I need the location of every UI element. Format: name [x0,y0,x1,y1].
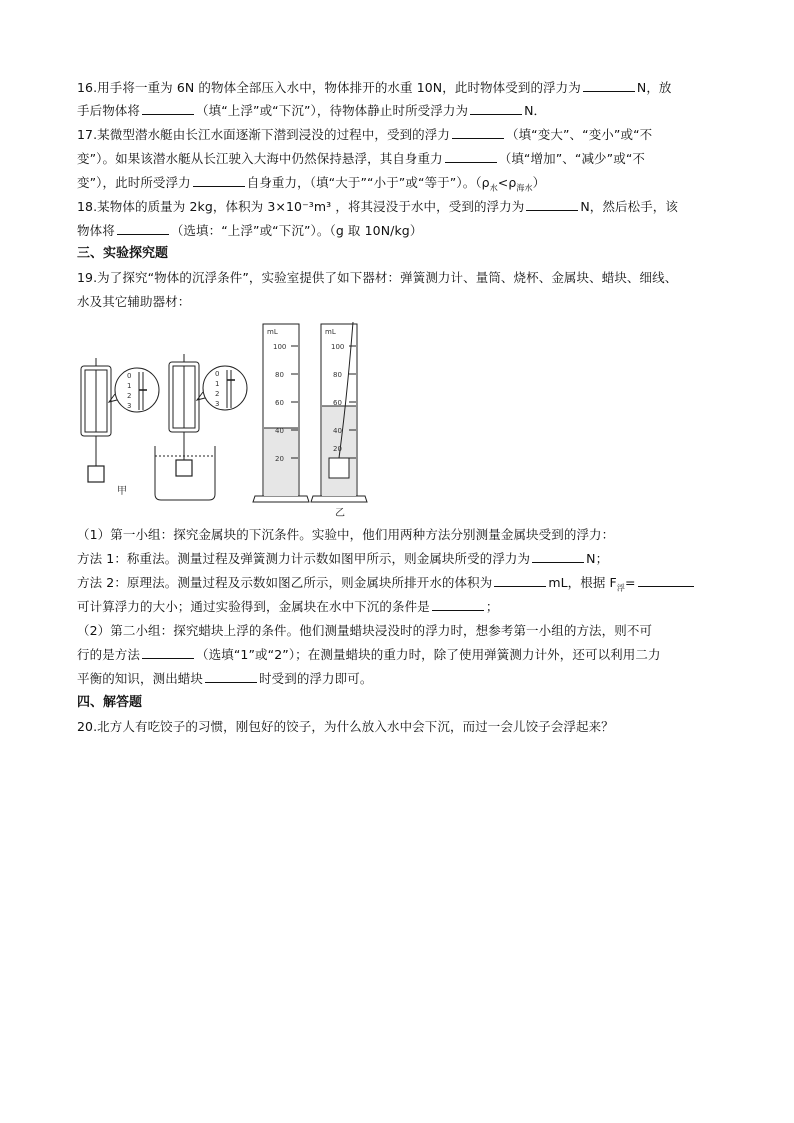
q19-text: N； [586,551,609,566]
q17-text: 17.某微型潜水艇由长江水面逐渐下潜到浸没的过程中，受到的浮力 [77,127,450,142]
q17-blank-1[interactable] [452,127,504,139]
section-heading-answers: 四、解答题 [77,695,143,710]
q19-intro-line2: 水及其它辅助器材： [77,294,191,309]
q16-line2 [77,103,546,119]
spring-scale-2 [169,354,199,476]
q16-blank-2[interactable] [142,103,194,115]
cylinder-tick-label: 20 [333,445,342,453]
q17-text: 变”），此时所受浮力 [77,175,191,190]
cylinder-tick-label: 60 [333,399,342,407]
q19-blank-3[interactable] [638,575,694,587]
q17-text: （填“变大”、“变小”或“不 [505,127,653,142]
scale-tick-label: 0 [127,372,132,380]
q19-text: mL，根据 F [548,575,617,590]
q17-blank-2[interactable] [445,151,497,163]
q19-part2-line2 [77,647,661,663]
q17-text: （填“增加”、“减少”或“不 [498,151,646,166]
cylinder-unit-label: mL [325,328,336,336]
rho-subscript-water: 水 [489,183,498,193]
q16-line1 [77,80,672,96]
q18-line1 [77,199,678,215]
beaker [155,446,215,500]
cylinder-tick-label: 100 [331,343,345,351]
q17-line1 [77,127,652,143]
scale-tick-label: 0 [215,370,220,378]
experiment-diagram [77,318,407,518]
cylinder-tick-label: 40 [333,427,342,435]
q18-text: N，然后松手，该 [580,199,679,214]
cylinder-unit-label: mL [267,328,278,336]
q18-text: 18.某物体的质量为 2kg，体积为 3×10⁻³m³ ，将其浸没于水中，受到的浮力为 [77,199,525,214]
q16-text: 16.用手将一重为 6N 的物体全部压入水中，物体排开的水重 10N，此时物体受到的浮力为 [77,80,581,95]
q19-text: 行的是方法 [77,647,141,662]
q17-line2 [77,151,645,167]
q17-text: 变”）。如果该潜水艇从长江驶入大海中仍然保持悬浮，其自身重力 [77,151,443,166]
q19-text: （选填“1”或“2”）；在测量蜡块的重力时，除了使用弹簧测力计外，还可以利用二力 [196,647,661,662]
section-heading-experiments: 三、实验探究题 [77,246,169,261]
q19-blank-1[interactable] [532,551,584,563]
q19-blank-6[interactable] [205,671,257,683]
q19-blank-5[interactable] [142,647,194,659]
cylinder-tick-label: 40 [275,427,284,435]
q16-blank-3[interactable] [470,103,522,115]
q19-intro-line1: 19.为了探究“物体的沉浮条件”，实验室提供了如下器材：弹簧测力计、量筒、烧杯、金属块、蜡块、细线、 [77,270,678,285]
q17-text: 自身重力，（填“大于”“小于”或“等于”）。（ρ [246,175,490,190]
f-subscript-buoyant: 浮 [616,583,625,593]
q19-method1 [77,551,608,567]
q16-text: （填“上浮”或“下沉”），待物体静止时所受浮力为 [196,103,469,118]
experiment-figure [77,318,407,518]
q19-text: 平衡的知识，测出蜡块 [77,671,204,686]
scale-tick-label: 2 [127,392,132,400]
q19-part1: （1）第一小组：探究金属块的下沉条件。实验中，他们用两种方法分别测量金属块受到的浮力： [77,527,615,542]
q19-text: = [624,575,636,590]
scale-tick-label: 1 [127,382,132,390]
rho-subscript-seawater: 海水 [516,183,533,193]
scale-tick-label: 2 [215,390,220,398]
q18-blank-2[interactable] [117,223,169,235]
q19-part2-line1: （2）第二小组：探究蜡块上浮的条件。他们测量蜡块浸没时的浮力时，想参考第一小组的方法，则不可 [77,623,653,638]
q18-blank-1[interactable] [526,199,578,211]
q18-text: （选填：“上浮”或“下沉”）。（g 取 10N/kg） [170,223,423,238]
q16-blank-1[interactable] [583,80,635,92]
cylinder-tick-label: 20 [275,455,284,463]
q18-text: 物体将 [77,223,115,238]
q19-text: 方法 1：称重法。测量过程及弹簧测力计示数如图甲所示，则金属块所受的浮力为 [77,551,531,566]
figure-label-yi: 乙 [335,508,345,518]
figure-label-jia: 甲 [117,486,127,497]
scale-tick-label: 3 [215,400,220,408]
q17-text: <ρ [497,175,517,190]
q16-text: 手后物体将 [77,103,141,118]
q19-text: 方法 2：原理法。测量过程及示数如图乙所示，则金属块所排开水的体积为 [77,575,493,590]
scale-tick-label: 1 [215,380,220,388]
q17-text: ） [532,175,546,190]
q19-blank-2[interactable] [494,575,546,587]
q20-text: 20.北方人有吃饺子的习惯，刚包好的饺子，为什么放入水中会下沉，而过一会儿饺子会浮起来？ [77,719,614,734]
q19-text: 可计算浮力的大小；通过实验得到，金属块在水中下沉的条件是 [77,599,430,614]
cylinder-tick-label: 80 [275,371,284,379]
q17-blank-3[interactable] [193,175,245,187]
q19-blank-4[interactable] [432,599,484,611]
q19-method2-line2 [77,599,498,615]
q19-part2-line3 [77,671,372,687]
q17-line3 [77,175,545,197]
q16-text: N，放 [636,80,672,95]
cylinder-tick-label: 100 [273,343,287,351]
scale-tick-label: 3 [127,402,132,410]
cylinder-tick-label: 60 [275,399,284,407]
cylinder-tick-label: 80 [333,371,342,379]
q16-text: N． [524,103,547,118]
q19-method2-line1 [77,575,696,597]
q19-text: ； [485,599,499,614]
q19-text: 时受到的浮力即可。 [259,671,373,686]
spring-scale-1 [81,358,111,482]
q18-line2 [77,223,422,239]
